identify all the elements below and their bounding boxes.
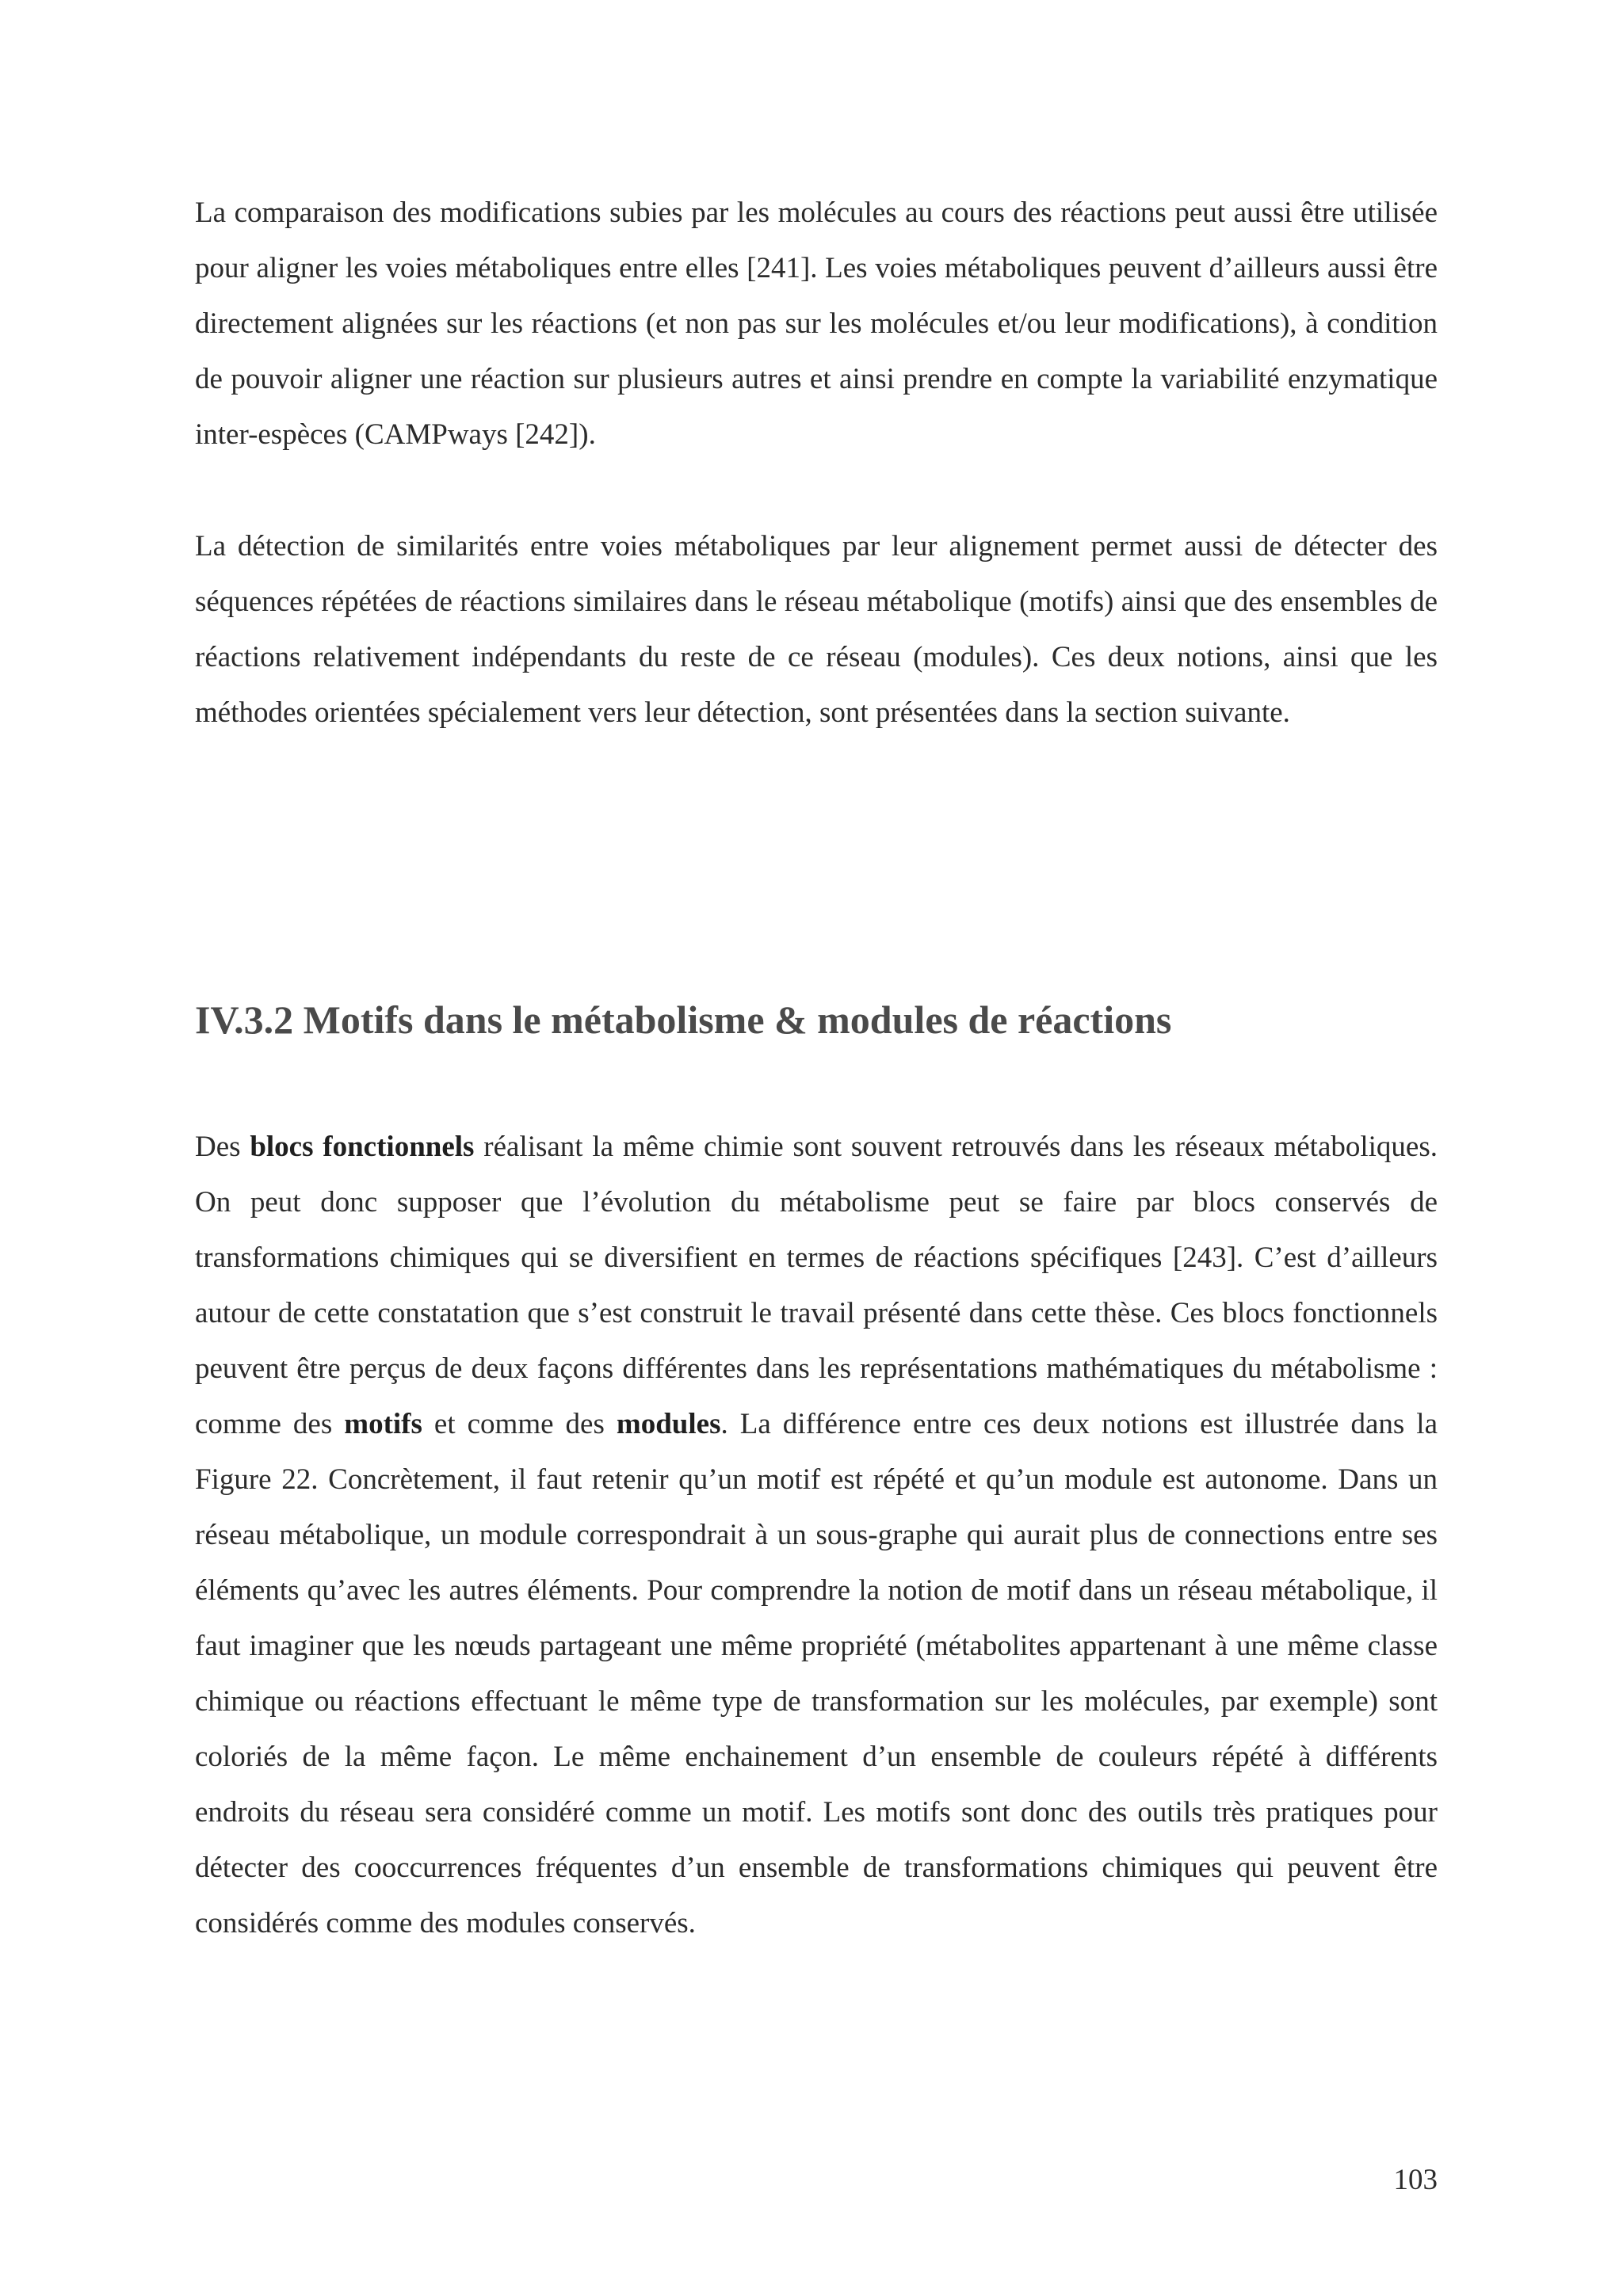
text-run: réalisant la même chimie sont souvent retrouvés dans les réseaux métaboliques. On peut donc supposer que l’évolution du métabolisme peut se faire par blocs conservés de transformations chimiques qui se diversifient en termes de réactions spécifiques [243]. C’est d’ailleurs autour de cette constatation que s’est construit le travail présenté dans cette thèse. Ces blocs fonctionnels peuvent être perçus de deux façons différentes dans les représentations mathématiques du métabolisme : comme des <box>195 1131 1438 1440</box>
body-paragraph <box>195 1119 1438 1951</box>
bold-term: motifs <box>344 1408 422 1440</box>
text-run: . La différence entre ces deux notions est illustrée dans la Figure 22. Concrètement, il faut retenir qu’un motif est répété et qu’un module est autonome. Dans un réseau métabolique, un module correspondrait à un sous-graphe qui aurait plus de connections entre ses éléments qu’avec les autres éléments. Pour comprendre la notion de motif dans un réseau métabolique, il faut imaginer que les nœuds partageant une même propriété (métabolites appartenant à une même classe chimique ou réactions effectuant le même type de transformation sur les molécules, par exemple) sont coloriés de la même façon. Le même enchainement d’un ensemble de couleurs répété à différents endroits du réseau sera considéré comme un motif. Les motifs sont donc des outils très pratiques pour détecter des cooccurrences fréquentes d’un ensemble de transformations chimiques qui peuvent être considérés comme des modules conservés. <box>195 1408 1438 1939</box>
section-heading: IV.3.2 Motifs dans le métabolisme & modules de réactions <box>195 997 1172 1042</box>
bold-term: blocs fonctionnels <box>250 1131 475 1163</box>
body-paragraph: La comparaison des modifications subies par les molécules au cours des réactions peut aussi être utilisée pour aligner les voies métaboliques entre elles [241]. Les voies métaboliques peuvent d’ailleurs aussi être directement alignées sur les réactions (et non pas sur les molécules et/ou leur modifications), à condition de pouvoir aligner une réaction sur plusieurs autres et ainsi prendre en compte la variabilité enzymatique inter-espèces (CAMPways [242]). <box>195 196 1438 451</box>
bold-term: modules <box>616 1408 721 1440</box>
body-paragraph: La détection de similarités entre voies métaboliques par leur alignement permet aussi de détecter des séquences répétées de réactions similaires dans le réseau métabolique (motifs) ainsi que des ensembles de réactions relativement indépendants du reste de ce réseau (modules). Ces deux notions, ainsi que les méthodes orientées spécialement vers leur détection, sont présentées dans la section suivante. <box>195 530 1438 729</box>
text-run: Des <box>195 1131 250 1163</box>
text-run: et comme des <box>422 1408 617 1440</box>
page-number: 103 <box>1393 2164 1438 2196</box>
